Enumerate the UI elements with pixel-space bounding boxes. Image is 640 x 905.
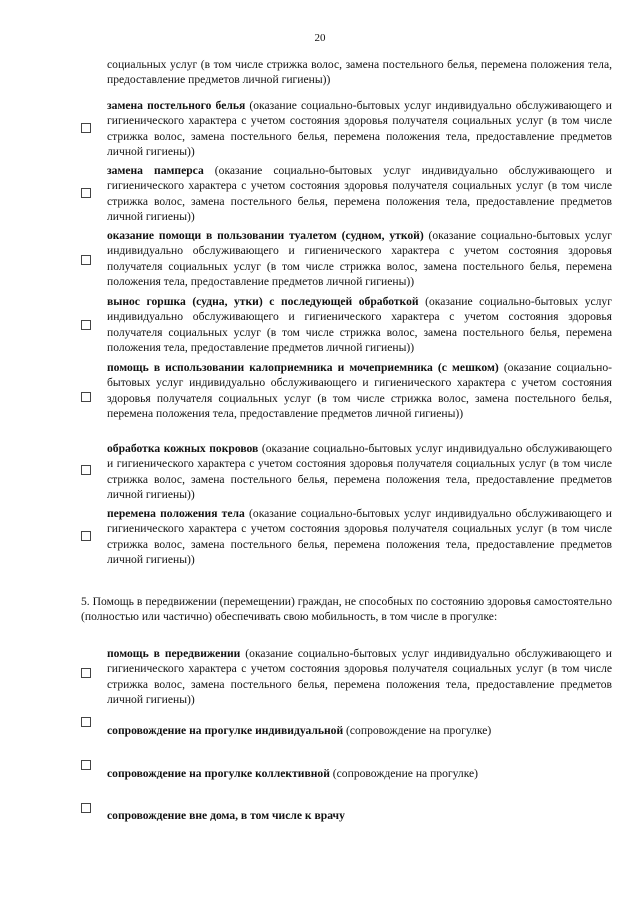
item-title: замена постельного белья <box>107 99 246 112</box>
checkbox-escort-outside[interactable] <box>81 803 91 813</box>
checkbox-walk-individual[interactable] <box>81 717 91 727</box>
item-escort-outside <box>107 808 612 823</box>
item-walk-individual <box>107 723 612 738</box>
item-mobility-help <box>107 646 612 708</box>
intro-continuation: социальных услуг (в том числе стрижка волос, замена постельного белья, перемена положения тела, предоставление предметов личной гигиены)) <box>107 58 612 87</box>
item-title: сопровождение на прогулке индивидуальной <box>107 724 344 737</box>
item-description: (оказание социально-бытовых услуг индивидуально обслуживающего и гигиенического характера с учетом состояния здоровья получателя социальных услуг (в том числе стрижка волос, замена постельного белья, перемена положения тела, предоставление предметов личной гигиены)) <box>107 229 613 289</box>
item-title: помощь в передвижении <box>107 647 241 660</box>
checkbox-bed-linen[interactable] <box>81 123 91 133</box>
section-5-heading: 5. Помощь в передвижении (перемещении) граждан, не способных по состоянию здоровья самостоятельно (полностью или частично) обеспечивать свою мобильность, в том числе в прогулке: <box>81 595 612 624</box>
checkbox-walk-group[interactable] <box>81 760 91 770</box>
item-title: сопровождение на прогулке коллективной <box>107 767 330 780</box>
item-reposition <box>107 506 612 568</box>
item-bedpan <box>107 294 612 356</box>
item-title: вынос горшка (судна, утки) с последующей обработкой <box>107 295 419 308</box>
item-title: оказание помощи в пользовании туалетом (судном, уткой) <box>107 229 424 242</box>
checkbox-mobility-help[interactable] <box>81 668 91 678</box>
item-description: (сопровождение на прогулке) <box>343 724 492 737</box>
checkbox-reposition[interactable] <box>81 531 91 541</box>
checkbox-toilet-help[interactable] <box>81 255 91 265</box>
item-bed-linen <box>107 98 612 160</box>
item-title: перемена положения тела <box>107 507 245 520</box>
item-diaper <box>107 163 612 225</box>
item-description: (оказание социально-бытовых услуг индивидуально обслуживающего и гигиенического характера с учетом состояния здоровья получателя социальных услуг (в том числе стрижка волос, замена постельного белья, перемена положения тела, предоставление предметов личной гигиены)) <box>107 295 612 355</box>
item-description: (оказание социально-бытовых услуг индивидуально обслуживающего и гигиенического характера с учетом состояния здоровья получателя социальных услуг (в том числе стрижка волос, замена постельного белья, перемена положения тела, предоставление предметов личной гигиены)) <box>107 99 612 159</box>
item-title: помощь в использовании калоприемника и мочеприемника (с мешком) <box>107 361 499 374</box>
item-description: (оказание социально-бытовых услуг индивидуально обслуживающего и гигиенического характера с учетом состояния здоровья получателя социальных услуг (в том числе стрижка волос, замена постельного белья, перемена положения тела, предоставление предметов личной гигиены)) <box>107 442 612 502</box>
checkbox-bedpan[interactable] <box>81 320 91 330</box>
page-number: 20 <box>314 32 326 44</box>
item-ostomy-bag <box>107 360 612 422</box>
item-description: (сопровождение на прогулке) <box>329 767 479 780</box>
item-description: (оказание социально-бытовых услуг индивидуально обслуживающего и гигиенического характера с учетом состояния здоровья получателя социальных услуг (в том числе стрижка волос, замена постельного белья, перемена положения тела, предоставление предметов личной гигиены)) <box>107 507 613 567</box>
item-description: (оказание социально-бытовых услуг индивидуально обслуживающего и гигиенического характера с учетом состояния здоровья получателя социальных услуг (в том числе стрижка волос, замена постельного белья, перемена положения тела, предоставление предметов личной гигиены)) <box>107 647 612 707</box>
item-walk-group <box>107 766 612 781</box>
checkbox-diaper[interactable] <box>81 188 91 198</box>
item-title: обработка кожных покровов <box>107 442 259 455</box>
item-title: замена памперса <box>107 164 204 177</box>
item-toilet-help <box>107 228 612 290</box>
item-description: (оказание социально-бытовых услуг индивидуально обслуживающего и гигиенического характера с учетом состояния здоровья получателя социальных услуг (в том числе стрижка волос, замена постельного белья, перемена положения тела, предоставление предметов личной гигиены)) <box>107 361 613 421</box>
checkbox-skin-care[interactable] <box>81 465 91 475</box>
item-skin-care <box>107 441 612 503</box>
item-title: сопровождение вне дома, в том числе к врачу <box>107 809 345 822</box>
checkbox-ostomy-bag[interactable] <box>81 392 91 402</box>
item-description: (оказание социально-бытовых услуг индивидуально обслуживающего и гигиенического характера с учетом состояния здоровья получателя социальных услуг (в том числе стрижка волос, замена постельного белья, перемена положения тела, предоставление предметов личной гигиены)) <box>107 164 612 224</box>
